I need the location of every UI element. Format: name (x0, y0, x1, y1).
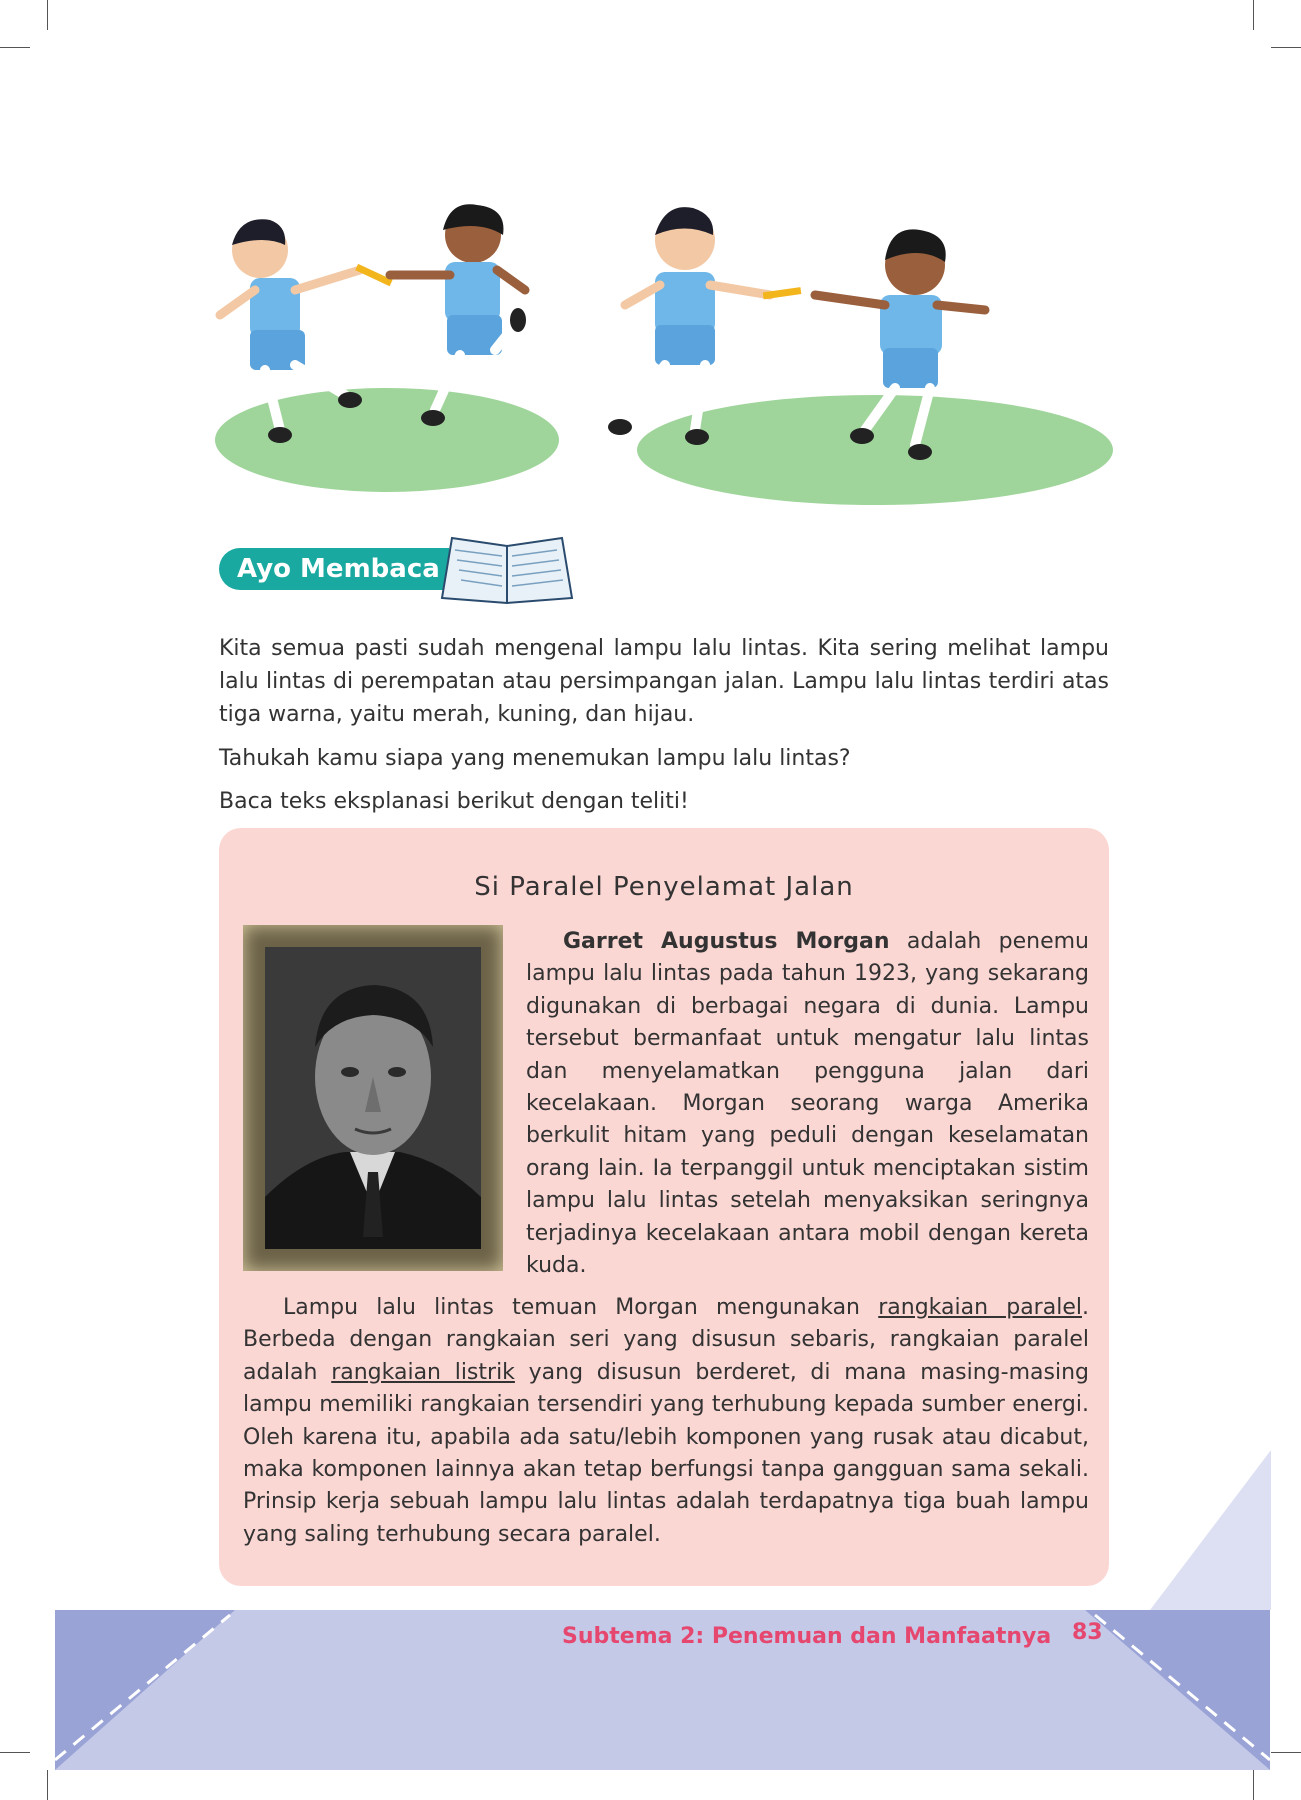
activity-badge: Ayo Membaca (219, 548, 449, 590)
open-book-icon (437, 528, 577, 608)
crop-mark (1253, 0, 1254, 30)
crop-mark (47, 1770, 48, 1800)
crop-mark (0, 1752, 30, 1753)
inventor-name: Garret Augustus Morgan (563, 929, 890, 954)
crop-mark (1271, 47, 1301, 48)
portrait-photo (243, 925, 503, 1271)
portrait-figure (265, 947, 481, 1249)
relay-race-illustration (215, 190, 1115, 510)
term-parallel-circuit: rangkaian paralel (878, 1295, 1082, 1320)
crop-mark (0, 47, 30, 48)
grass-patch (215, 388, 559, 492)
intro-instruction: Baca teks eksplanasi berikut dengan teliti! (219, 789, 689, 814)
paragraph-2-text: . Berbeda dengan rangkaian seri yang disusun sebaris, rangkaian paralel adalah (243, 1295, 1089, 1385)
term-electric-circuit: rangkaian listrik (331, 1359, 515, 1385)
crop-mark (1271, 1752, 1301, 1753)
baton (763, 287, 802, 299)
subtheme-label: Subtema 2: Penemuan dan Manfaatnya (562, 1624, 1052, 1649)
crop-mark (1253, 1770, 1254, 1800)
paragraph-1-text: adalah penemu lampu lalu lintas pada tahun 1923, yang sekarang digunakan di berbagai negara di dunia. Lampu tersebut bermanfaat untuk mengatur lalu lintas dan menyelamatkan pengguna jalan dari kecelakaan. Morgan seorang warga Amerika berkulit hitam yang peduli dengan keselamatan orang lain. Ia terpanggil untuk menciptakan sistim lampu lalu lintas setelah menyaksikan seringnya terjadinya kecelakaan antara mobil dengan kereta kuda. (526, 929, 1089, 1279)
reading-paragraph-2 (243, 1292, 1089, 1551)
reading-paragraph-1 (526, 926, 1089, 1282)
intro-paragraph: Kita semua pasti sudah mengenal lampu lalu lintas. Kita sering melihat lampu lalu lintas di perempatan atau persimpangan jalan. Lampu lalu lintas terdiri atas tiga warna, yaitu merah, kuning, dan hijau. (219, 636, 1109, 727)
paragraph-2-text: Lampu lalu lintas temuan Morgan mengunakan (283, 1295, 879, 1320)
reading-title: Si Paralel Penyelamat Jalan (474, 872, 854, 902)
crop-mark (47, 0, 48, 30)
corner-triangle (1150, 1450, 1271, 1610)
intro-question: Tahukah kamu siapa yang menemukan lampu lalu lintas? (219, 746, 851, 771)
page-number: 83 (1072, 1620, 1103, 1645)
paragraph-2-text: yang disusun berderet, di mana masing-masing lampu memiliki rangkaian tersendiri yang terhubung kepada sumber energi. Oleh karena itu, apabila ada satu/lebih komponen yang rusak atau dicabut, maka komponen lainnya akan tetap berfungsi tanpa gangguan sama sekali. Prinsip kerja sebuah lampu lalu lintas adalah terdapatnya tiga buah lampu yang saling terhubung secara paralel. (243, 1359, 1089, 1547)
